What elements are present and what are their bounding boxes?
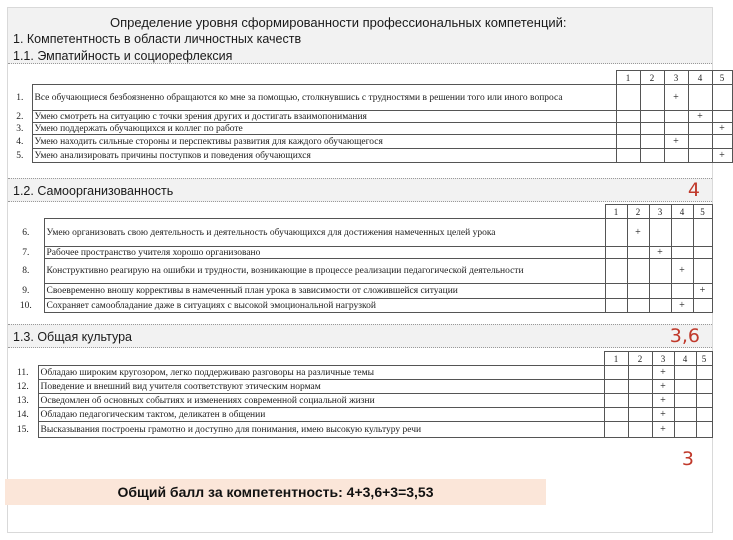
subsection-score: 3 bbox=[681, 448, 694, 470]
table-row bbox=[8, 85, 732, 111]
row-number: 15. bbox=[8, 422, 38, 438]
page-title: Определение уровня сформированности профессиональных компетенций: bbox=[110, 15, 567, 30]
scale-label: 3 bbox=[664, 71, 688, 85]
row-number: 14. bbox=[8, 408, 38, 422]
rating-cell bbox=[604, 408, 628, 422]
selected-mark: + bbox=[664, 85, 688, 111]
criteria-table-1-2 bbox=[8, 204, 713, 313]
rating-cell bbox=[628, 366, 652, 380]
section-title: 1. Компетентность в области личностных качеств bbox=[13, 32, 302, 46]
table-row bbox=[8, 422, 712, 438]
rating-cell bbox=[640, 85, 664, 111]
subsection-header-1-3 bbox=[8, 324, 712, 348]
subsection-title-1-3: 1.3. Общая культура bbox=[13, 330, 132, 344]
rating-cell bbox=[640, 111, 664, 123]
rating-cell bbox=[688, 85, 712, 111]
rating-cell bbox=[696, 422, 712, 438]
rating-cell bbox=[616, 149, 640, 163]
table-row bbox=[8, 259, 712, 284]
rating-cell bbox=[674, 422, 696, 438]
rating-cell bbox=[674, 408, 696, 422]
scale-label: 4 bbox=[688, 71, 712, 85]
subsection-score: 4 bbox=[687, 179, 700, 201]
selected-mark: + bbox=[664, 135, 688, 149]
rating-cell bbox=[649, 299, 671, 313]
table-header-row bbox=[8, 352, 712, 366]
selected-mark: + bbox=[688, 111, 712, 123]
selected-mark: + bbox=[652, 366, 674, 380]
row-number: 7. bbox=[8, 247, 44, 259]
row-number: 11. bbox=[8, 366, 38, 380]
selected-mark: + bbox=[627, 219, 649, 247]
criteria-table-1-1 bbox=[8, 70, 733, 163]
rating-cell bbox=[674, 394, 696, 408]
criterion-text: Осведомлен об основных событиях и изменениях современной социальной жизни bbox=[38, 394, 604, 408]
rating-cell bbox=[688, 123, 712, 135]
rating-cell bbox=[664, 111, 688, 123]
rating-cell bbox=[693, 259, 712, 284]
rating-cell bbox=[605, 247, 627, 259]
table-row bbox=[8, 135, 732, 149]
rating-cell bbox=[688, 135, 712, 149]
row-number: 10. bbox=[8, 299, 44, 313]
rating-cell bbox=[664, 123, 688, 135]
table-row bbox=[8, 123, 732, 135]
selected-mark: + bbox=[652, 380, 674, 394]
rating-cell bbox=[604, 380, 628, 394]
criterion-text: Поведение и внешний вид учителя соответствуют этическим нормам bbox=[38, 380, 604, 394]
table-row bbox=[8, 149, 732, 163]
criterion-text: Сохраняет самообладание даже в ситуациях с высокой эмоциональной нагрузкой bbox=[44, 299, 605, 313]
rating-cell bbox=[604, 366, 628, 380]
row-number: 1. bbox=[8, 85, 32, 111]
criterion-text: Конструктивно реагирую на ошибки и трудности, возникающие в процессе реализации педагогической деятельности bbox=[44, 259, 605, 284]
criterion-text: Рабочее пространство учителя хорошо организовано bbox=[44, 247, 605, 259]
scale-label: 3 bbox=[649, 205, 671, 219]
table-row bbox=[8, 111, 732, 123]
scale-label: 2 bbox=[627, 205, 649, 219]
criterion-text: Все обучающиеся безбоязненно обращаются ко мне за помощью, столкнувшись с трудностями в решении того или иного вопроса bbox=[32, 85, 616, 111]
selected-mark: + bbox=[712, 123, 732, 135]
scale-label: 1 bbox=[616, 71, 640, 85]
row-number: 8. bbox=[8, 259, 44, 284]
scale-label: 1 bbox=[604, 352, 628, 366]
rating-cell bbox=[696, 366, 712, 380]
rating-cell bbox=[605, 259, 627, 284]
rating-cell bbox=[604, 394, 628, 408]
rating-cell bbox=[605, 284, 627, 299]
rating-cell bbox=[627, 247, 649, 259]
table-row bbox=[8, 366, 712, 380]
selected-mark: + bbox=[652, 408, 674, 422]
rating-cell bbox=[640, 135, 664, 149]
subsection-title-1-1: 1.1. Эмпатийность и социорефлексия bbox=[13, 49, 233, 63]
rating-cell bbox=[616, 123, 640, 135]
table-row bbox=[8, 408, 712, 422]
rating-cell bbox=[605, 299, 627, 313]
rating-cell bbox=[664, 149, 688, 163]
rating-cell bbox=[693, 247, 712, 259]
criterion-text: Своевременно вношу коррективы в намеченный план урока в зависимости от сложившейся ситуации bbox=[44, 284, 605, 299]
table-header-row bbox=[8, 71, 732, 85]
rating-cell bbox=[649, 284, 671, 299]
scale-label: 5 bbox=[712, 71, 732, 85]
rating-cell bbox=[640, 123, 664, 135]
criterion-text: Умею смотреть на ситуацию с точки зрения других и достигать взаимопонимания bbox=[32, 111, 616, 123]
rating-cell bbox=[712, 135, 732, 149]
rating-cell bbox=[671, 219, 693, 247]
scale-label: 5 bbox=[693, 205, 712, 219]
rating-cell bbox=[649, 259, 671, 284]
rating-cell bbox=[616, 135, 640, 149]
rating-cell bbox=[671, 247, 693, 259]
rating-cell bbox=[628, 394, 652, 408]
criterion-text: Обладаю широким кругозором, легко поддерживаю разговоры на различные темы bbox=[38, 366, 604, 380]
rating-cell bbox=[628, 408, 652, 422]
row-number: 4. bbox=[8, 135, 32, 149]
header-block bbox=[8, 8, 712, 64]
row-number: 5. bbox=[8, 149, 32, 163]
criterion-text: Умею анализировать причины поступков и поведения обучающихся bbox=[32, 149, 616, 163]
scale-label: 3 bbox=[652, 352, 674, 366]
selected-mark: + bbox=[712, 149, 732, 163]
criterion-text: Высказывания построены грамотно и доступно для понимания, имею высокую культуру речи bbox=[38, 422, 604, 438]
row-number: 2. bbox=[8, 111, 32, 123]
scale-label: 1 bbox=[605, 205, 627, 219]
scale-label: 2 bbox=[640, 71, 664, 85]
criterion-text: Умею поддержать обучающихся и коллег по работе bbox=[32, 123, 616, 135]
scale-label: 2 bbox=[628, 352, 652, 366]
rating-cell bbox=[627, 284, 649, 299]
rating-cell bbox=[605, 219, 627, 247]
rating-cell bbox=[640, 149, 664, 163]
selected-mark: + bbox=[652, 422, 674, 438]
table-row bbox=[8, 380, 712, 394]
rating-cell bbox=[627, 299, 649, 313]
subsection-header-1-2 bbox=[8, 178, 712, 202]
rating-cell bbox=[693, 219, 712, 247]
rating-cell bbox=[674, 380, 696, 394]
selected-mark: + bbox=[671, 259, 693, 284]
subsection-title-1-2: 1.2. Самоорганизованность bbox=[13, 184, 174, 198]
rating-cell bbox=[712, 85, 732, 111]
rating-cell bbox=[616, 85, 640, 111]
selected-mark: + bbox=[693, 284, 712, 299]
selected-mark: + bbox=[671, 299, 693, 313]
table-row bbox=[8, 299, 712, 313]
rating-cell bbox=[628, 422, 652, 438]
row-number: 13. bbox=[8, 394, 38, 408]
rating-cell bbox=[671, 284, 693, 299]
rating-cell bbox=[696, 408, 712, 422]
rating-cell bbox=[696, 394, 712, 408]
rating-cell bbox=[693, 299, 712, 313]
scale-label: 5 bbox=[696, 352, 712, 366]
rating-cell bbox=[627, 259, 649, 284]
scale-label: 4 bbox=[674, 352, 696, 366]
table-row bbox=[8, 284, 712, 299]
selected-mark: + bbox=[652, 394, 674, 408]
scale-label: 4 bbox=[671, 205, 693, 219]
rating-cell bbox=[616, 111, 640, 123]
row-number: 6. bbox=[8, 219, 44, 247]
row-number: 9. bbox=[8, 284, 44, 299]
table-header-row bbox=[8, 205, 712, 219]
rating-cell bbox=[604, 422, 628, 438]
rating-cell bbox=[688, 149, 712, 163]
selected-mark: + bbox=[649, 247, 671, 259]
table-row bbox=[8, 247, 712, 259]
table-row bbox=[8, 219, 712, 247]
rating-cell bbox=[674, 366, 696, 380]
criterion-text: Обладаю педагогическим тактом, деликатен в общении bbox=[38, 408, 604, 422]
subsection-score: 3,6 bbox=[669, 325, 700, 347]
table-row bbox=[8, 394, 712, 408]
rating-cell bbox=[649, 219, 671, 247]
row-number: 3. bbox=[8, 123, 32, 135]
total-score-bar: Общий балл за компетентность: 4+3,6+3=3,53 bbox=[5, 479, 546, 505]
rating-cell bbox=[696, 380, 712, 394]
criterion-text: Умею организовать свою деятельность и деятельность обучающихся для достижения намеченных целей урока bbox=[44, 219, 605, 247]
criterion-text: Умею находить сильные стороны и перспективы развития для каждого обучающегося bbox=[32, 135, 616, 149]
rating-cell bbox=[628, 380, 652, 394]
row-number: 12. bbox=[8, 380, 38, 394]
rating-cell bbox=[712, 111, 732, 123]
criteria-table-1-3 bbox=[8, 351, 713, 438]
